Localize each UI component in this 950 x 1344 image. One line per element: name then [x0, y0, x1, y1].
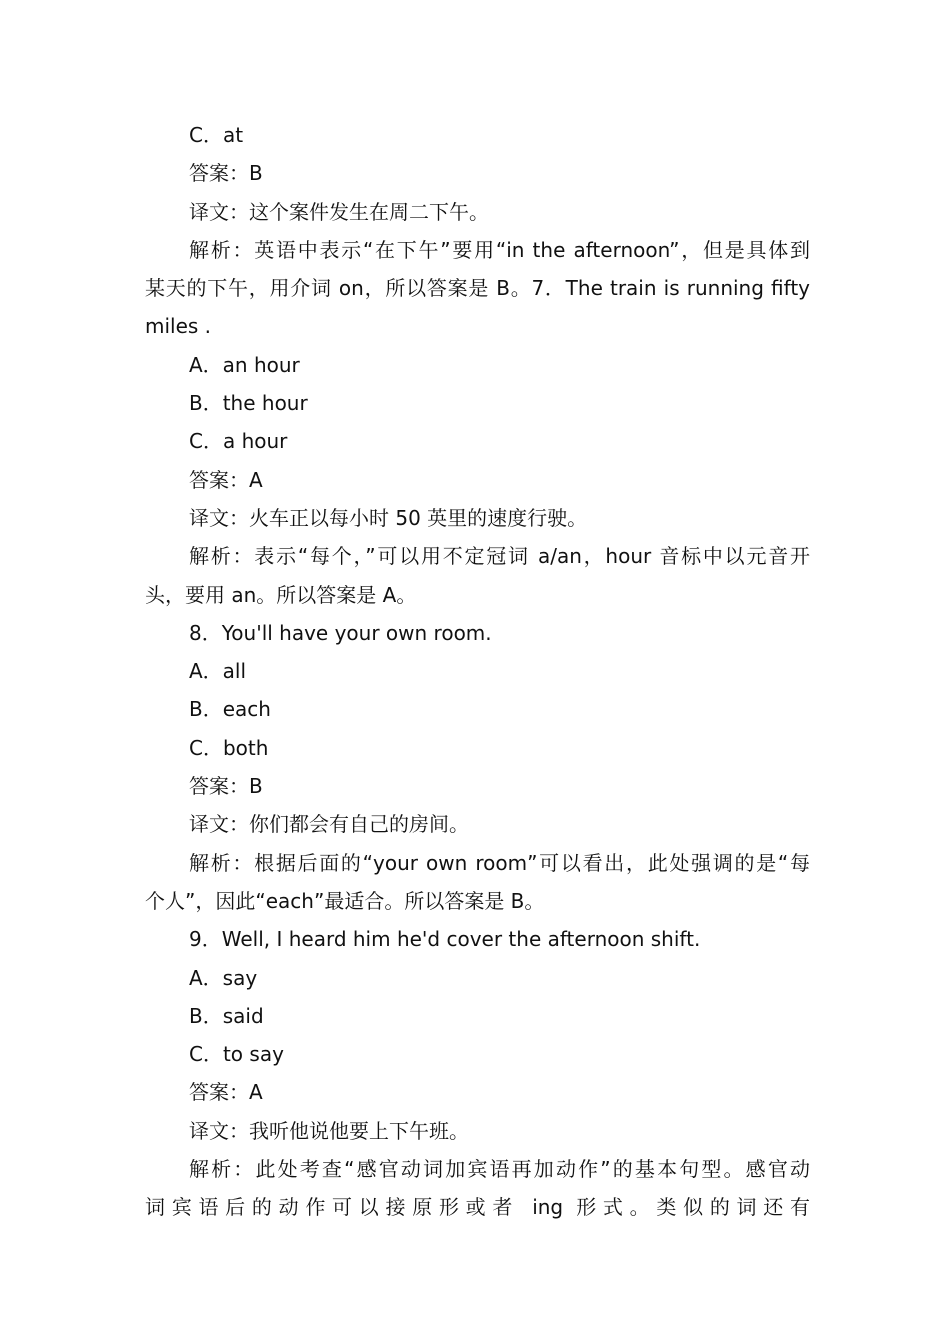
text-line: 8．You'll have your own room. [189, 620, 492, 645]
text-line: 9．Well, I heard him he'd cover the afternoon shift. [189, 927, 701, 952]
text-line: 解析：此处考查“感官动词加宾语再加动作”的基本句型。感官动 [189, 1157, 810, 1182]
text-line: 答案：A [189, 467, 263, 492]
document-body [145, 116, 810, 1227]
text-line: B．each [189, 697, 271, 722]
text-line: A．all [189, 659, 247, 684]
text-line: 解析：英语中表示“在下午”要用“in the afternoon”，但是具体到 [189, 237, 810, 262]
text-line: 某天的下午，用介词 on，所以答案是 B。7．The train is running fifty [145, 276, 810, 301]
text-line: C．a hour [189, 429, 288, 454]
text-line: B．said [189, 1003, 264, 1028]
text-line: 解析：表示“每个，”可以用不定冠词 a/an，hour 音标中以元音开 [189, 544, 810, 569]
text-line: 答案：B [189, 774, 263, 799]
text-line: 译文：你们都会有自己的房间。 [189, 812, 469, 837]
text-line: B．the hour [189, 391, 308, 416]
text-line: 个人”，因此“each”最适合。所以答案是 B。 [145, 888, 545, 913]
text-line: 译文：我听他说他要上下午班。 [189, 1118, 469, 1143]
text-line: C．both [189, 735, 269, 760]
text-line: 译文：这个案件发生在周二下午。 [189, 199, 489, 224]
text-line: A．say [189, 965, 258, 990]
text-line: C．to say [189, 1042, 284, 1067]
text-line: miles . [145, 314, 212, 339]
text-line: 解析：根据后面的“your own room”可以看出，此处强调的是“每 [189, 850, 810, 875]
text-line: 译文：火车正以每小时 50 英里的速度行驶。 [189, 505, 588, 530]
text-line: 答案：A [189, 1080, 263, 1105]
text-line: 词宾语后的动作可以接原形或者 ing 形式。类似的词还有 [145, 1195, 810, 1220]
text-line: 头，要用 an。所以答案是 A。 [145, 582, 417, 607]
text-line: 答案：B [189, 161, 263, 186]
text-line: A．an hour [189, 352, 300, 377]
text-line: C．at [189, 123, 244, 147]
